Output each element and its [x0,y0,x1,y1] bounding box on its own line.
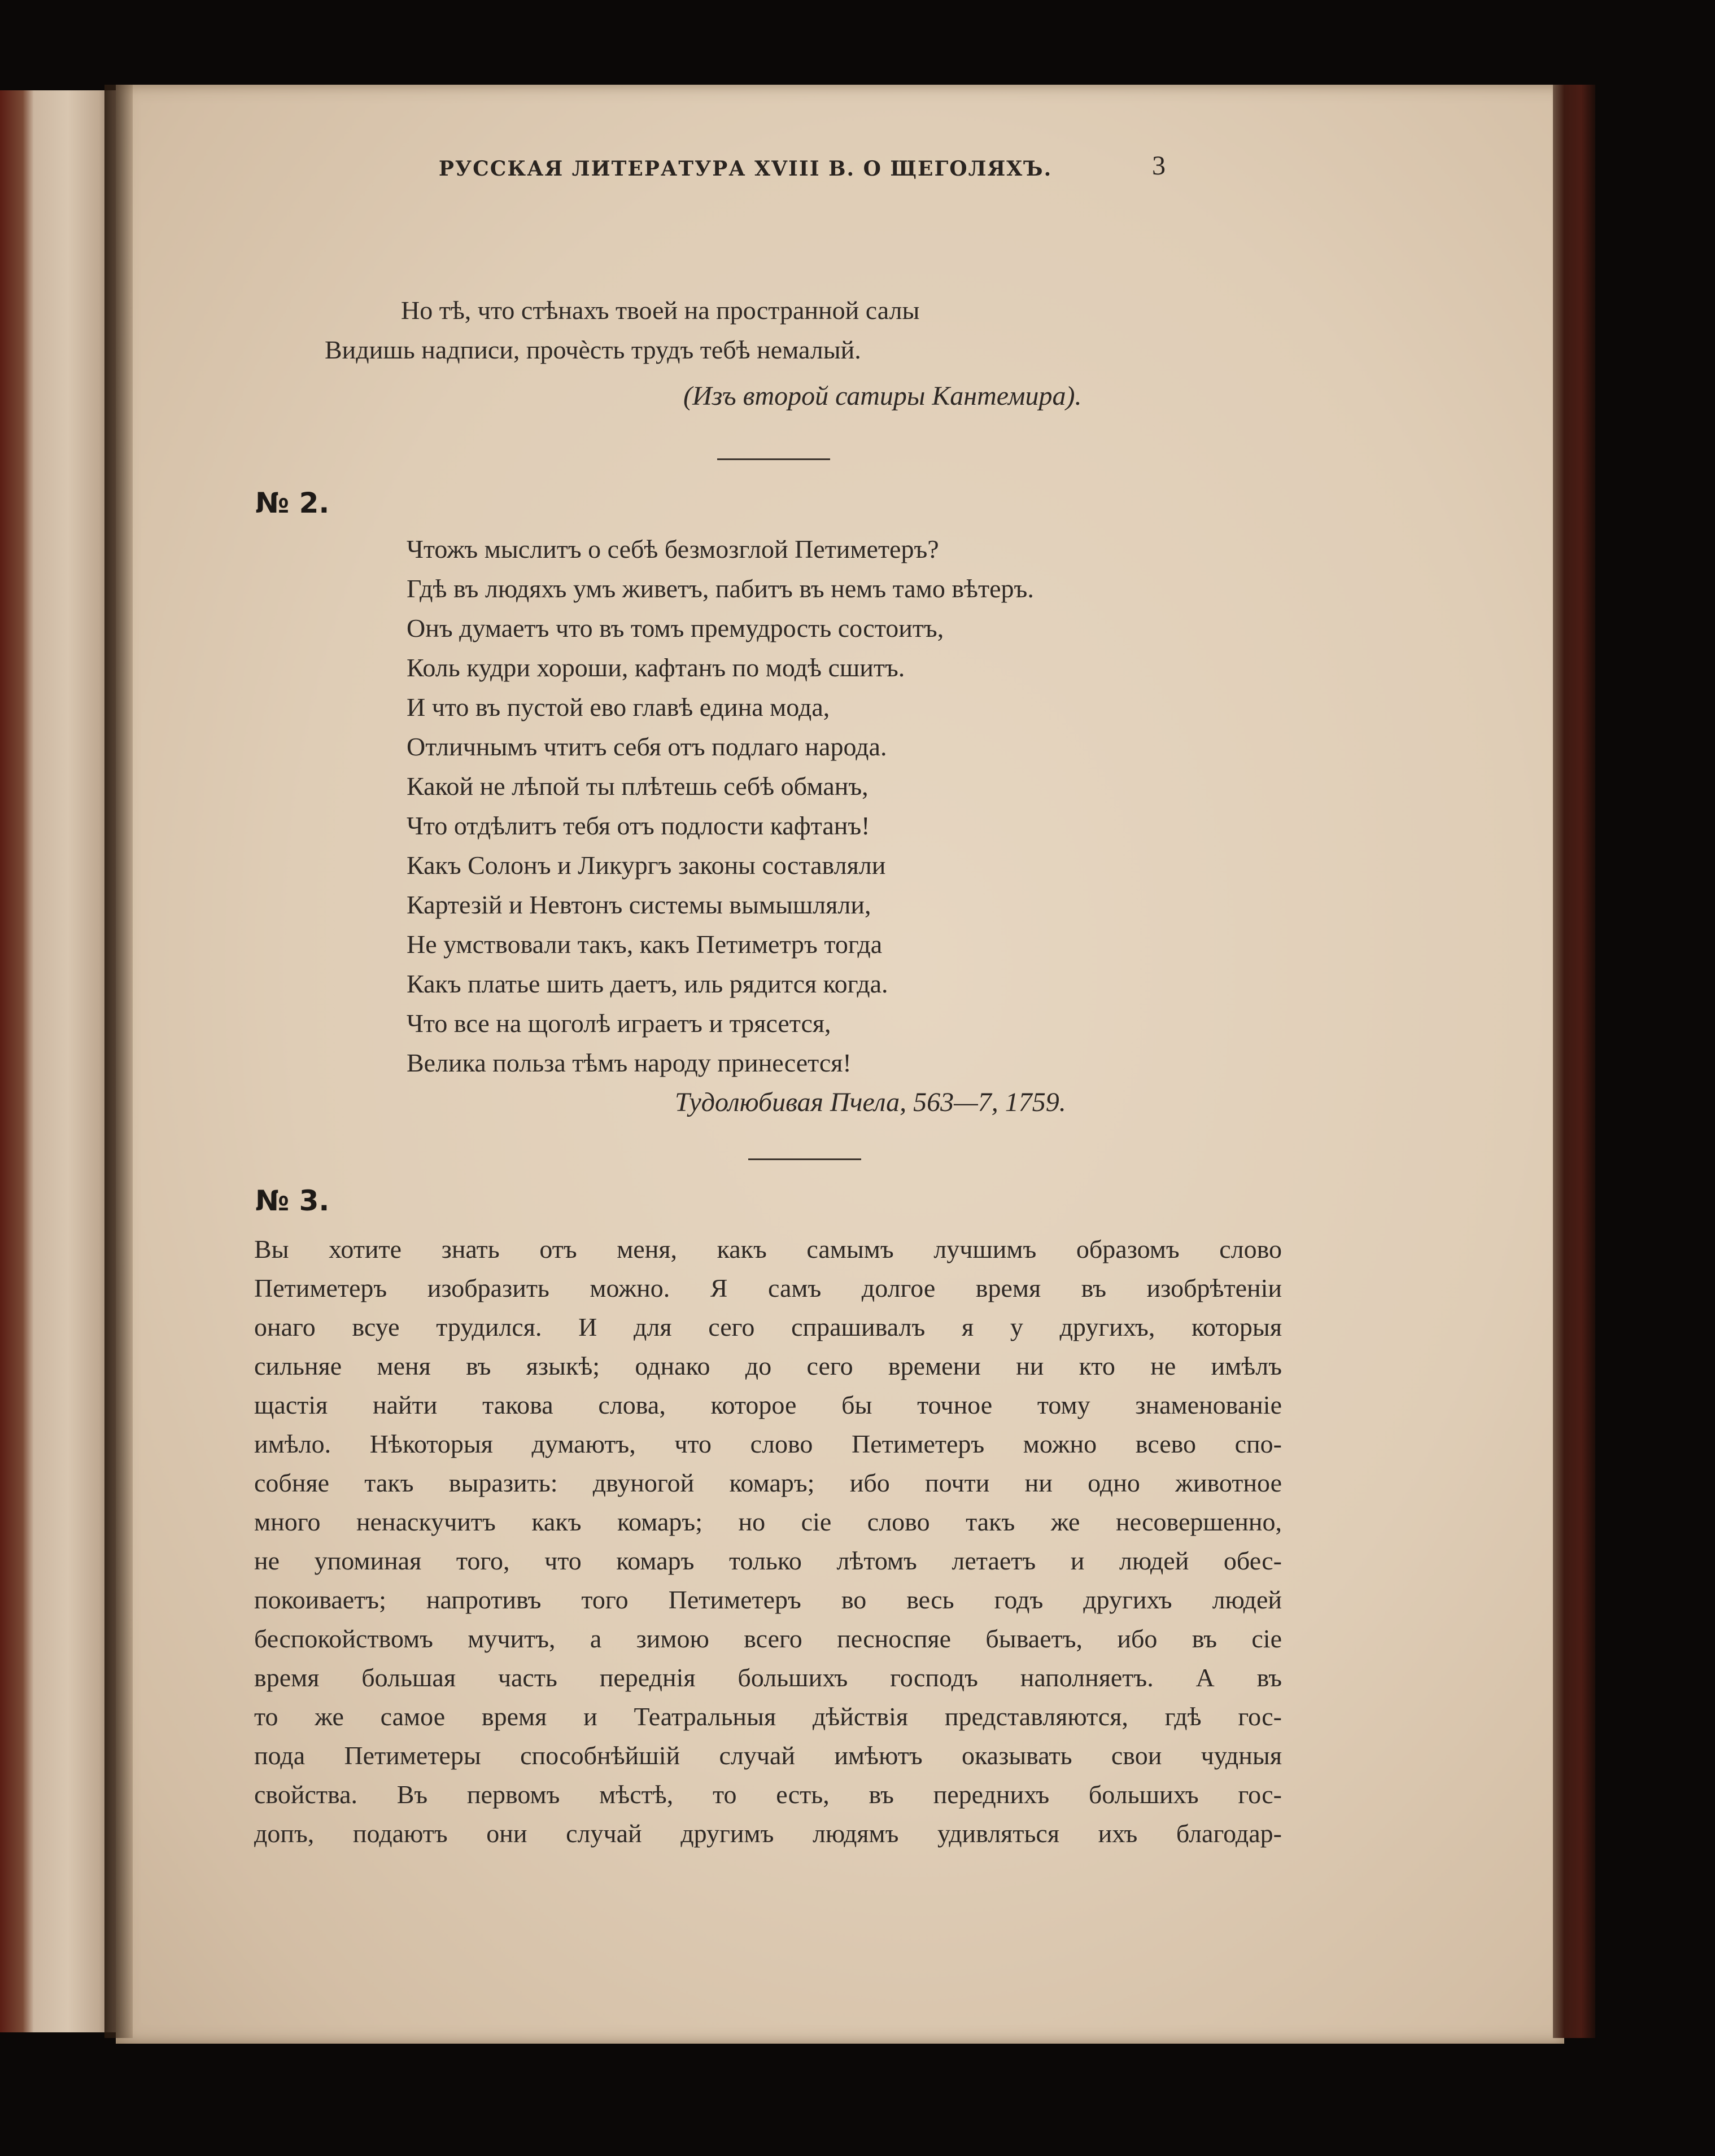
verse-line: Велика польза тѣмъ народу принесется! [407,1048,852,1077]
verse-line: Гдѣ въ людяхъ умъ живетъ, пабитъ въ немъ тамо вѣтеръ. [407,574,1034,603]
prose-line: Петиметеръ изобразить можно. Я самъ долгое время въ изобрѣтеніи [254,1274,1282,1302]
attribution: Тудолюбивая Пчела, 563—7, 1759. [675,1087,1066,1117]
verse-line: Чтожъ мыслитъ о себѣ безмозглой Петиметеръ? [407,535,939,563]
section-divider [748,1158,861,1160]
page-number: 3 [1152,151,1166,181]
prose-line: то же самое время и Театральныя дѣйствія представляются, гдѣ гос- [254,1702,1282,1731]
prose-line: покоиваетъ; напротивъ того Петиметеръ во весь годъ другихъ людей [254,1585,1282,1614]
prose-line: допъ, подаютъ они случай другимъ людямъ удивляться ихъ благодар- [254,1819,1282,1848]
section-heading: № 3. [255,1184,330,1217]
prose-line: свойства. Въ первомъ мѣстѣ, то есть, въ переднихъ большихъ гос- [254,1780,1282,1809]
prose-line: не упоминая того, что комаръ только лѣтомъ летаетъ и людей обес- [254,1546,1282,1575]
verse-line: Видишь надписи, прочѐсть трудъ тебѣ немалый. [325,335,861,364]
verse-line: Картезій и Невтонъ системы вымышляли, [407,890,871,919]
spine-shadow [104,85,133,2038]
prose-line: собняе такъ выразить: двуногой комаръ; ибо почти ни одно животное [254,1468,1282,1497]
verse-line: Не умствовали такъ, какъ Петиметръ тогда [407,930,883,959]
book-cover-edge [1553,85,1595,2038]
prose-line: много ненаскучитъ какъ комаръ; но сіе слово такъ же несовершенно, [254,1507,1282,1536]
running-head: РУССКАЯ ЛИТЕРАТУРА XVIII В. О ЩЕГОЛЯХЪ. [438,157,1053,181]
verse-line: Какъ платье шить даетъ, иль рядится когда. [407,969,888,998]
prose-line: онаго всуе трудился. И для сего спрашивалъ я у другихъ, которыя [254,1313,1282,1341]
verse-line: Что отдѣлитъ тебя отъ подлости кафтанъ! [407,811,870,840]
prose-line: пода Петиметеры способнѣйшій случай имѣютъ оказывать свои чудныя [254,1741,1282,1770]
left-page-edge [0,90,116,2032]
prose-line: Вы хотите знать отъ меня, какъ самымъ лучшимъ образомъ слово [254,1235,1282,1263]
verse-line: Но тѣ, что стѣнахъ твоей на пространной салы [401,296,920,325]
prose-line: имѣло. Нѣкоторыя думаютъ, что слово Петиметеръ можно всево спо- [254,1429,1282,1458]
attribution: (Изъ второй сатиры Кантемира). [683,381,1082,411]
verse-line: Какъ Солонъ и Ликургъ законы составляли [407,851,886,880]
prose-line: щастія найти такова слова, которое бы точное тому знаменованіе [254,1390,1282,1419]
verse-line: Коль кудри хороши, кафтанъ по модѣ сшитъ. [407,653,905,682]
verse-line: Какой не лѣпой ты плѣтешь себѣ обманъ, [407,772,869,801]
section-divider [717,458,830,460]
section-heading: № 2. [255,487,330,519]
prose-line: беспокойствомъ мучитъ, а зимою всего песноспяе бываетъ, ибо въ сіе [254,1624,1282,1653]
verse-line: Что все на щоголѣ играетъ и трясется, [407,1009,831,1038]
verse-line: Онъ думаетъ что въ томъ премудрость состоитъ, [407,614,944,642]
prose-line: время большая часть переднія большихъ господъ наполняетъ. А въ [254,1663,1282,1692]
prose-line: сильняе меня въ языкѣ; однако до сего времени ни кто не имѣлъ [254,1352,1282,1380]
verse-line: Отличнымъ чтитъ себя отъ подлаго народа. [407,732,887,761]
verse-line: И что въ пустой ево главѣ едина мода, [407,693,830,721]
